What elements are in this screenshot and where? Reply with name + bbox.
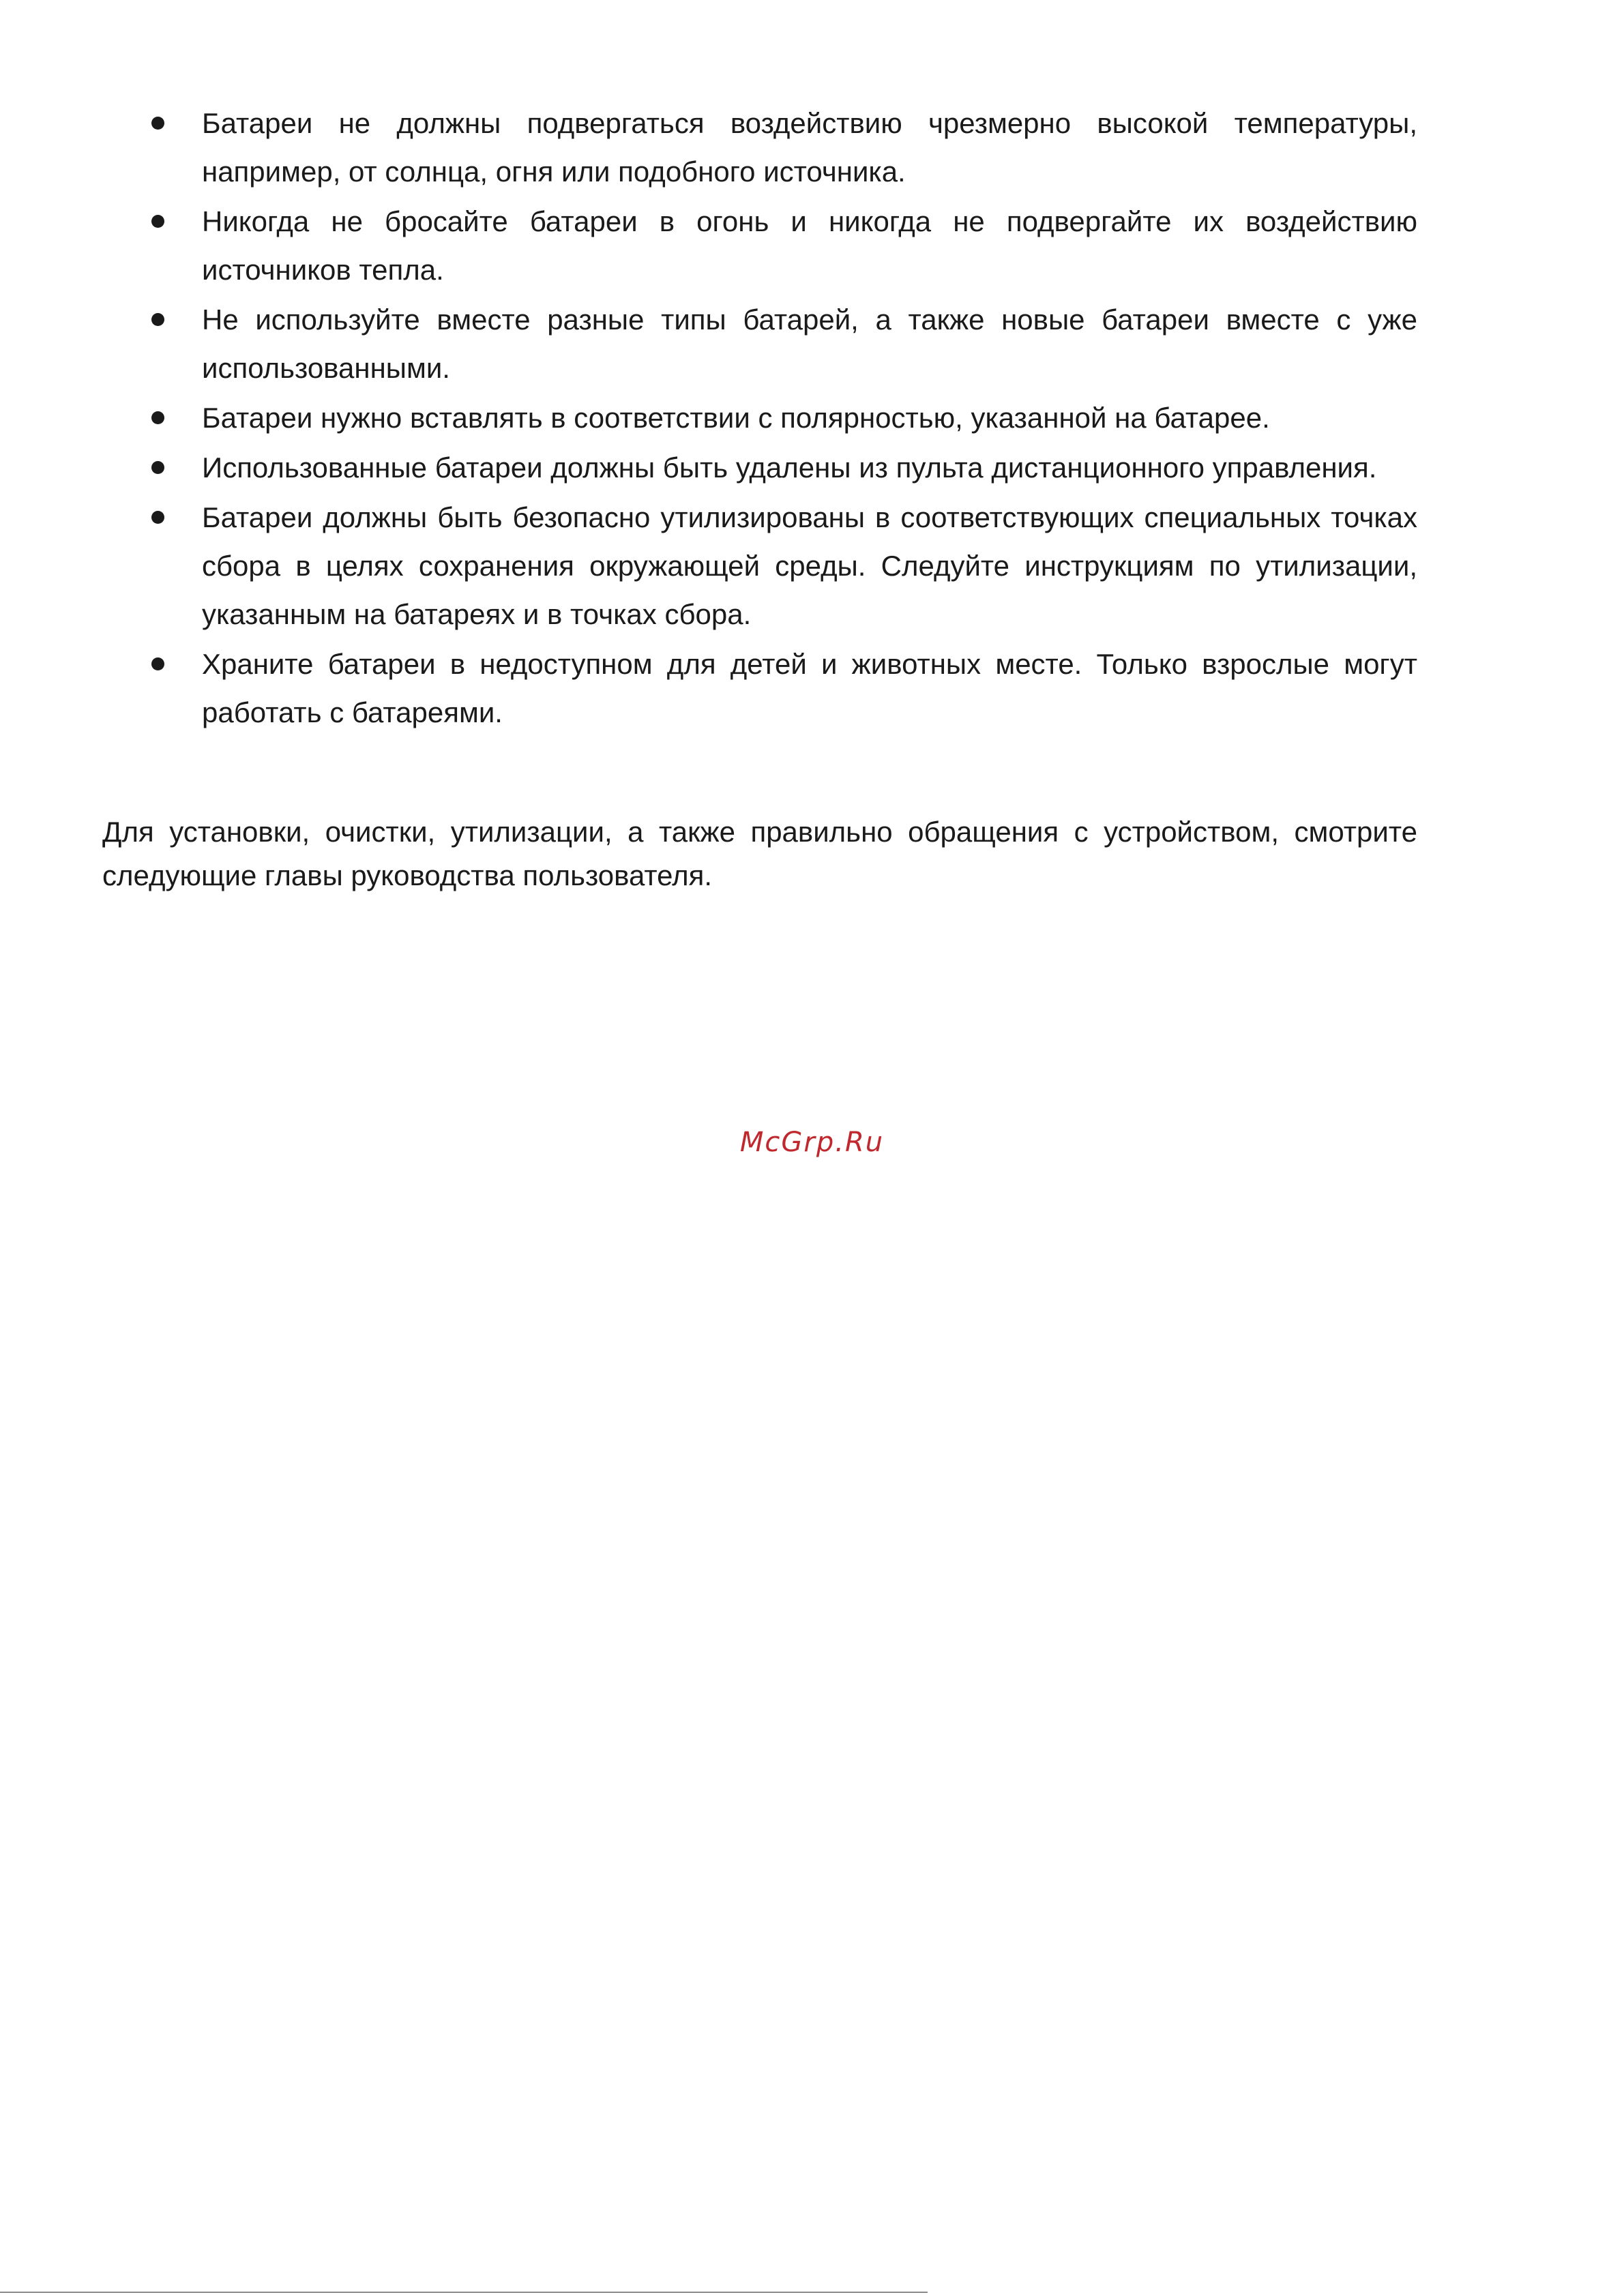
- list-item-text: Храните батареи в недоступном для детей и животных месте. Только взрослые могут работать с батареями.: [202, 648, 1417, 728]
- bullet-icon: [151, 215, 164, 228]
- watermark-link[interactable]: McGrp.Ru: [739, 1127, 885, 1158]
- list-item-text: Никогда не бросайте батареи в огонь и никогда не подвергайте их воздействию источников тепла.: [202, 205, 1417, 286]
- list-item-text: Батареи нужно вставлять в соответствии с полярностью, указанной на батарее.: [202, 402, 1270, 434]
- list-item: [102, 295, 1417, 392]
- list-item: [102, 394, 1417, 442]
- bullet-icon: [151, 511, 164, 524]
- list-item: [102, 443, 1417, 492]
- list-item-text: Использованные батареи должны быть удалены из пульта дистанционного управления.: [202, 451, 1377, 484]
- list-item-text: Батареи не должны подвергаться воздействию чрезмерно высокой температуры, например, от солнца, огня или подобного источника.: [202, 107, 1417, 188]
- bullet-icon: [151, 657, 164, 670]
- list-item-text: Не используйте вместе разные типы батарей, а также новые батареи вместе с уже использованными.: [202, 303, 1417, 384]
- list-item: [102, 99, 1417, 196]
- list-item: [102, 493, 1417, 638]
- bullet-icon: [151, 313, 164, 326]
- footer-divider: [0, 2292, 928, 2293]
- list-item: [102, 197, 1417, 294]
- bullet-icon: [151, 461, 164, 474]
- battery-safety-list: [102, 99, 1417, 738]
- bullet-icon: [151, 411, 164, 424]
- list-item: [102, 640, 1417, 737]
- list-item-text: Батареи должны быть безопасно утилизированы в соответствующих специальных точках сбора в целях сохранения окружающей среды. Следуйте инструкциям по утилизации, указанным на батареях и в точках сбора.: [202, 501, 1417, 630]
- closing-paragraph: Для установки, очистки, утилизации, а также правильно обращения с устройством, смотрите следующие главы руководства пользователя.: [102, 816, 1417, 891]
- bullet-icon: [151, 117, 164, 130]
